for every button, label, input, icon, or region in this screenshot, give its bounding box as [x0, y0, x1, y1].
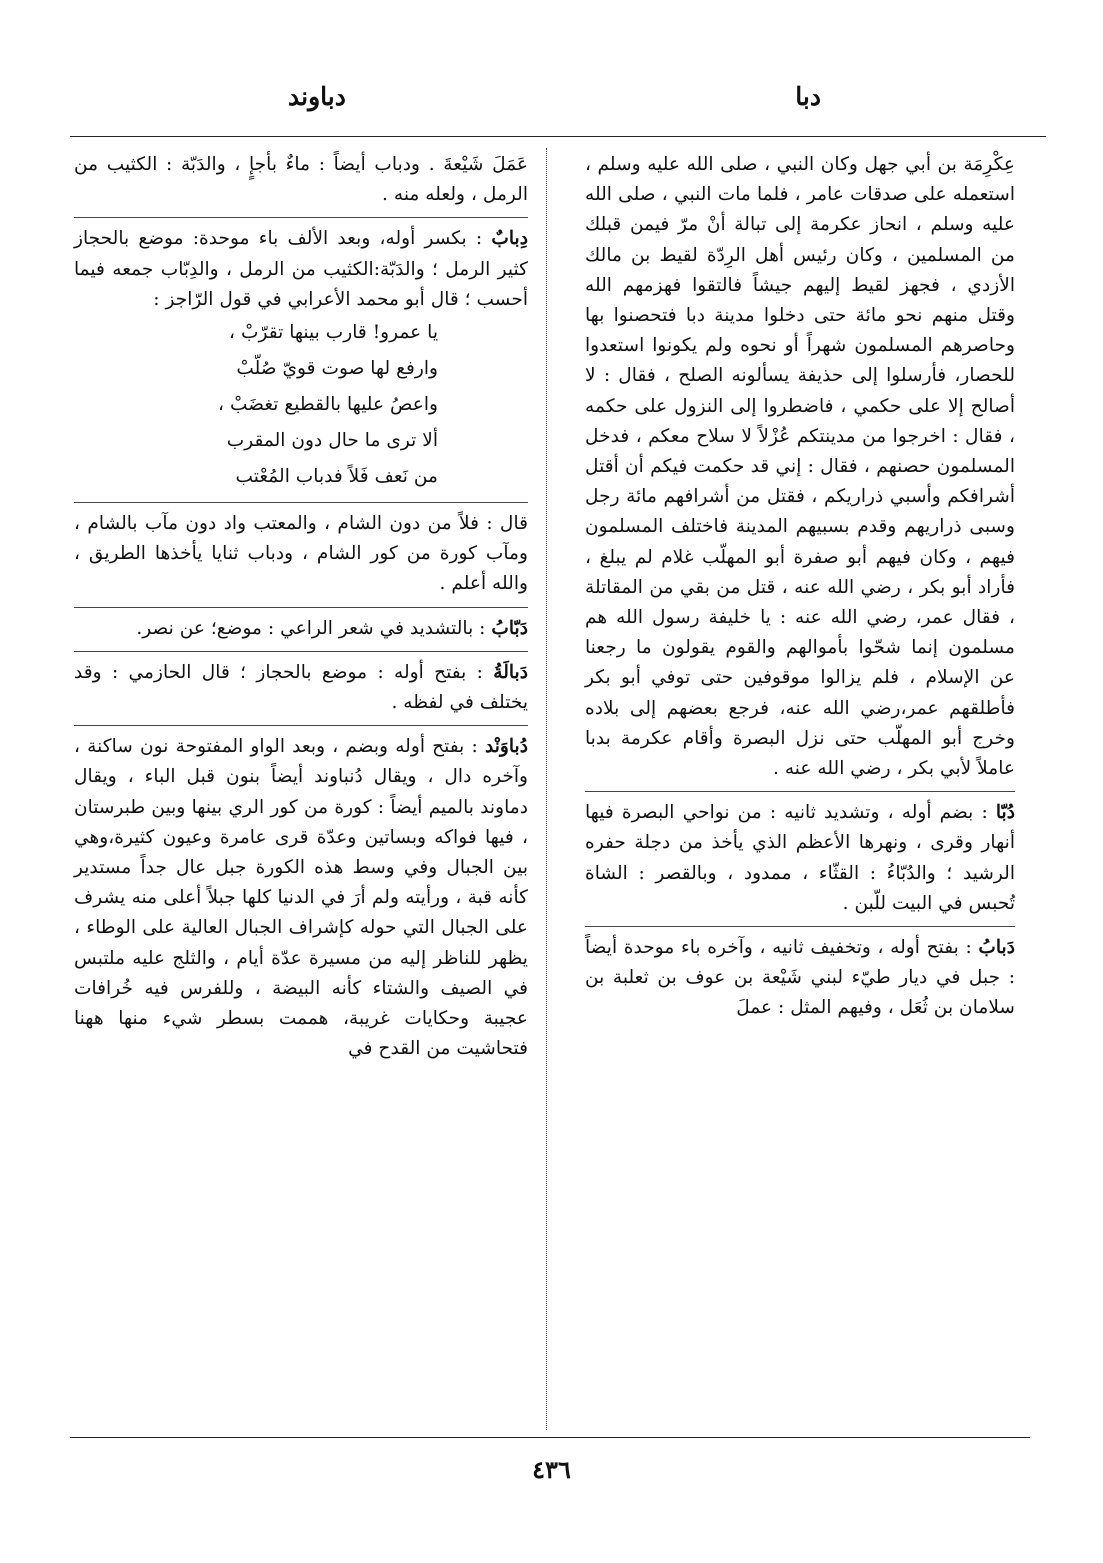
entry-headword: دَبّابُ: [491, 617, 528, 639]
entry-headword: دِبابٌ: [491, 228, 528, 250]
verse-line: واعصُ عليها بالقطيع تغضَبْ ،: [218, 394, 438, 416]
entry-dabbab: [74, 607, 528, 644]
poem-commentary: قال : فلاً من دون الشام ، والمعتب واد دون مآب بالشام ، ومآب كورة من كور الشام ، ودباب ثنايا يأخذها الطريق ، والله أعلم .: [74, 502, 528, 600]
right-column: [585, 150, 1015, 1024]
entry-body: : بفتح أوله : موضع بالحجاز ؛ قال الحازمي : وقد يختلف في لفظه .: [74, 661, 528, 714]
entry-dabala: [74, 651, 528, 718]
verse-line: وارفع لها صوت قويّ صُلّبْ: [236, 358, 438, 380]
column-separator: [546, 148, 547, 1430]
page-number: ٤٣٦: [532, 1455, 571, 1484]
entry-headword: دَبالَةُ: [493, 661, 528, 683]
entry-continuation: عِكْرِمَة بن أبي جهل وكان النبي ، صلى الله عليه وسلم ، استعمله على صدقات عامر ، فلما مات النبي ، صلى الله عليه وسلم ، انحاز عكرمة إلى تبالة أنْ مرّ فيمن قبلك من المسلمين ، وكان رئيس أهل الرِدّة لقيط بن مالك الأزدي ، فجهز لقيط إليهم جيشاً فالتقوا فهزمهم الله وقتل منهم نحو مائة حتى دخلوا مدينة دبا فتحصنوا بها وحاصرهم المسلمون شهراً أو نحوه ولم يكونوا استعدوا للحصار، فأرسلوا إلى حذيفة يسألونه الصلح ، فقال : لا أصالح إلا على حكمي ، فاضطروا إلى النزول على حكمه ، فقال : اخرجوا من مدينتكم عُزْلاً لا سلاح معكم ، فدخل المسلمون حصنهم ، فقال : إني قد حكمت فيكم أن أقتل أشرافكم وأسبي ذراريكم ، فقتل من أشرافهم مائة رجل وسبى ذراريهم وقدم بسبيهم المدينة فاختلف المسلمون فيهم ، وكان فيهم أبو صفرة أبو المهلّب غلام لم يبلغ ، فأراد أبو بكر ، رضي الله عنه ، قتل من بقي من المقاتلة ، فقال عمر، رضي الله عنه : يا خليفة رسول الله هم مسلمون إنما شحّوا بأموالهم والقوم يقولون ما رجعنا عن الإسلام ، فلم يزالوا موقوفين حتى توفي أبو بكر فأطلقهم عمر،رضي الله عنه، فرجع بعضهم إلى بلاده وخرج أبو المهلّب حتى نزل البصرة وأقام عكرمة بدبا عاملاً لأبي بكر ، رضي الله عنه .: [585, 154, 1016, 780]
entry-dubawand: [74, 725, 528, 1064]
entry-headword: دُبّا: [995, 802, 1015, 824]
entry-body: : بضم أوله ، وتشديد ثانيه : من نواحي البصرة فيها أنهار وقرى ، ونهرها الأعظم الذي يأخذ من دجلة حفره الرشيد ؛ والدُبّاءُ : القثّاء ، ممدود ، وبالقصر : الشاة تُحبس في البيت للّبن .: [585, 802, 1015, 914]
entry-body: : بالتشديد في شعر الراعي : موضع؛ عن نصر.: [136, 617, 486, 639]
verse-line: يا عمرو! قارب بينها تقرّبْ ،: [229, 322, 438, 344]
footer-rule: [70, 1437, 1030, 1438]
verse-line: ألا ترى ما حال دون المقرب: [226, 430, 438, 452]
entry-dubba: [585, 791, 1015, 919]
running-header-left: دباوند: [288, 82, 346, 111]
verse-line: من نَعف فَلاً فدباب المُعْتب: [235, 466, 438, 488]
entry-dabab: [585, 926, 1015, 1024]
entry-body: : بفتح أوله ، وتخفيف ثانيه ، وآخره باء موحدة أيضاً : جبل في ديار طيّء لبني شَيْعة بن عوف بن ثعلبة بن سلامان بن ثُعَل ، وفيهم المثل : عملَ: [585, 937, 1015, 1019]
entry-continuation: عَمَلَ شَيْعةَ . ودباب أيضاً : ماءٌ بأجإٍ ، والدَبّة : الكثيب من الرمل ، ولعله منه .: [74, 154, 528, 206]
left-column: [74, 150, 528, 1064]
header-rule: [70, 136, 1046, 137]
entry-body: : بكسر أوله، وبعد الألف باء موحدة: موضع بالحجاز كثير الرمل ؛ والدَبّة:الكثيب من الرمل ، والدِبّاب جمعه فيما أحسب ؛ قال أبو محمد الأعرابي في قول الرّاجز :: [74, 228, 528, 310]
poem-verses: [74, 315, 528, 495]
entry-headword: دُباوَنْد: [484, 736, 528, 758]
running-header-right: دبا: [795, 82, 821, 111]
entry-headword: دَبابُ: [978, 937, 1015, 959]
entry-body: : بفتح أوله وبضم ، وبعد الواو المفتوحة نون ساكنة ، وآخره دال ، ويقال دُنباوند أيضاً بنون قبل الباء ، ويقال دماوند بالميم أيضاً : كورة من كور الري بينها وبين طبرستان ، فيها فواكه وبساتين وعدّة قرى عامرة وعيون كثيرة،وهي بين الجبال وفي وسط هذه الكورة جبل عال جداً مستدير كأنه قبة ، ورأيته ولم أرَ في الدنيا كلها جبلاً أعلى منه يشرف على الجبال التي حوله كإشراف الجبال العالية على الوطاء ، يظهر للناظر إليه من مسيرة عدّة أيام ، والثلج عليه ملتبس في الصيف والشتاء كأنه البيضة ، وللفرس فيه خُرافات عجيبة وحكايات غريبة، هممت بسطر شيء منها ههنا فتحاشيت من القدح في: [74, 736, 528, 1060]
entry-dibab: [74, 217, 528, 315]
